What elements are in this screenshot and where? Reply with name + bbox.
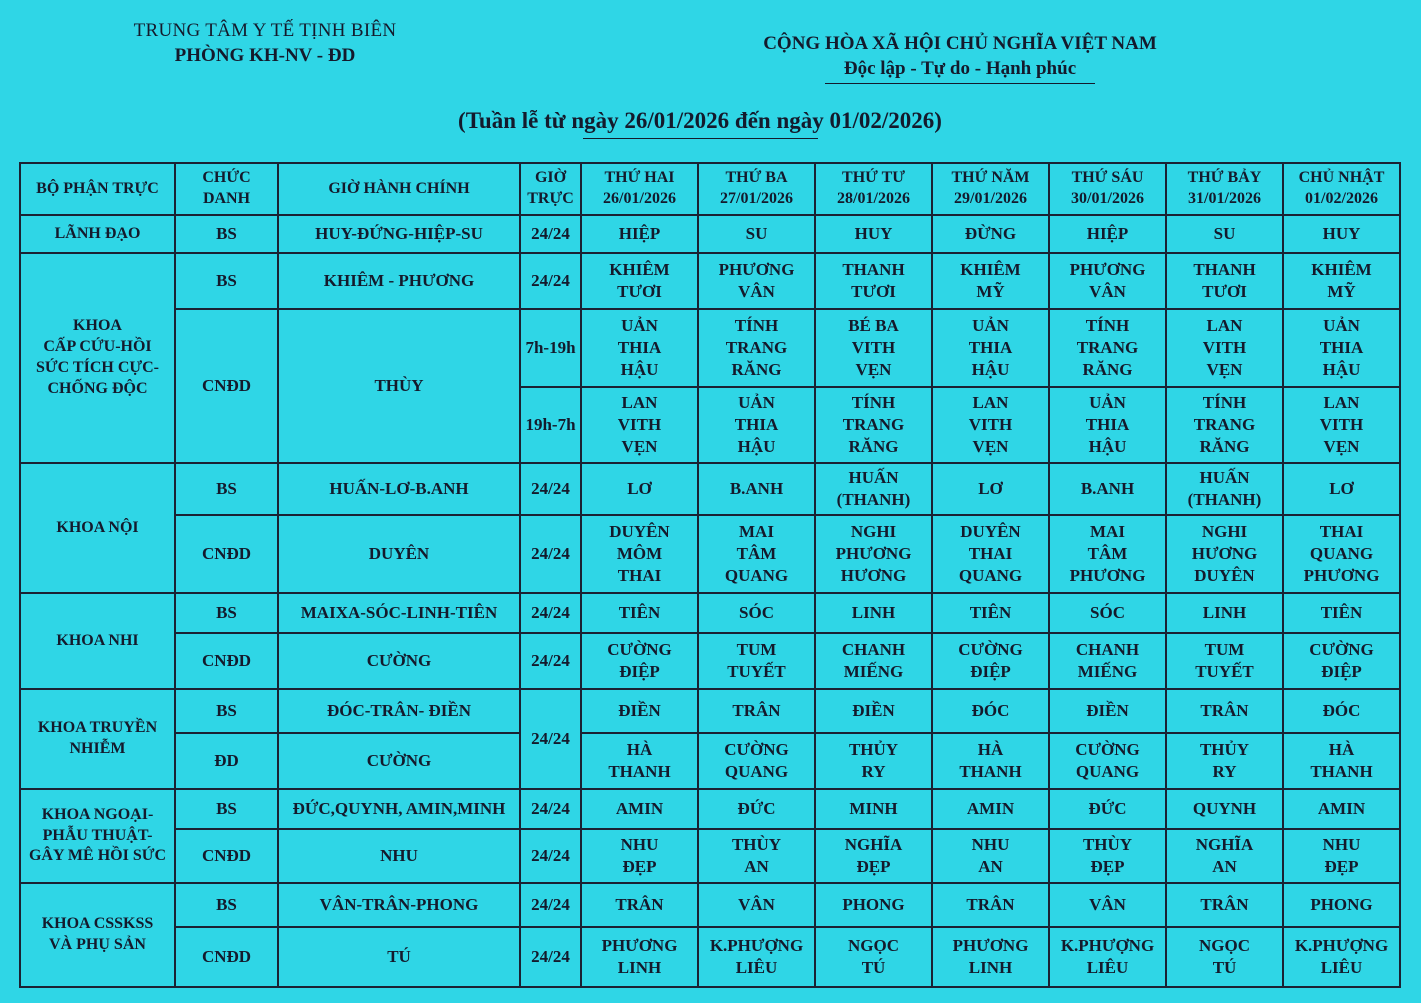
duty-cell: VÂN xyxy=(1049,883,1166,927)
duty-cell: ĐIỀN xyxy=(581,689,698,733)
week-underline xyxy=(583,138,818,139)
duty-cell: THANH TƯƠI xyxy=(815,253,932,309)
duty-cell: ĐIỀN xyxy=(815,689,932,733)
col-header-office-hours: GIỜ HÀNH CHÍNH xyxy=(278,163,520,215)
table-row xyxy=(20,633,1400,689)
org-header xyxy=(100,20,430,67)
duty-cell: TIÊN xyxy=(581,593,698,633)
duty-cell: MINH xyxy=(815,789,932,829)
dept-cell: KHOA NỘI xyxy=(20,463,175,593)
week-title: (Tuần lễ từ ngày 26/01/2026 đến ngày 01/02/2026) xyxy=(458,108,942,133)
title-cell: BS xyxy=(175,883,278,927)
duty-cell: AMIN xyxy=(932,789,1049,829)
duty-cell: DUYÊN THAI QUANG xyxy=(932,515,1049,593)
shift-cell: 24/24 xyxy=(520,463,581,515)
office-cell: ĐỨC,QUYNH, AMIN,MINH xyxy=(278,789,520,829)
duty-cell: TIÊN xyxy=(932,593,1049,633)
duty-cell: THỦY RY xyxy=(815,733,932,789)
duty-cell: SU xyxy=(1166,215,1283,253)
office-cell: MAIXA-SÓC-LINH-TIÊN xyxy=(278,593,520,633)
duty-cell: NGHI HƯƠNG DUYÊN xyxy=(1166,515,1283,593)
duty-cell: HÀ THANH xyxy=(581,733,698,789)
duty-cell: TÍNH TRANG RĂNG xyxy=(815,387,932,463)
duty-cell: LƠ xyxy=(1283,463,1400,515)
col-header-day: THỨ NĂM 29/01/2026 xyxy=(932,163,1049,215)
duty-cell: NGHI PHƯƠNG HƯƠNG xyxy=(815,515,932,593)
duty-cell: HUẤN (THANH) xyxy=(815,463,932,515)
col-header-dept: BỘ PHẬN TRỰC xyxy=(20,163,175,215)
duty-cell: TRÂN xyxy=(932,883,1049,927)
title-cell: BS xyxy=(175,789,278,829)
title-cell: CNĐD xyxy=(175,633,278,689)
office-cell: DUYÊN xyxy=(278,515,520,593)
table-row xyxy=(20,463,1400,515)
shift-cell: 24/24 xyxy=(520,515,581,593)
office-cell: HUẤN-LƠ-B.ANH xyxy=(278,463,520,515)
duty-cell: TUM TUYẾT xyxy=(698,633,815,689)
table-row xyxy=(20,593,1400,633)
duty-cell: VÂN xyxy=(698,883,815,927)
duty-cell: CƯỜNG ĐIỆP xyxy=(932,633,1049,689)
duty-cell: HÀ THANH xyxy=(1283,733,1400,789)
duty-cell: THỦY RY xyxy=(1166,733,1283,789)
duty-cell: B.ANH xyxy=(1049,463,1166,515)
duty-cell: THÙY ĐẸP xyxy=(1049,829,1166,883)
duty-cell: CHANH MIẾNG xyxy=(815,633,932,689)
duty-cell: LƠ xyxy=(581,463,698,515)
shift-cell: 7h-19h xyxy=(520,309,581,387)
col-header-day: THỨ SÁU 30/01/2026 xyxy=(1049,163,1166,215)
office-cell: CƯỜNG xyxy=(278,633,520,689)
motto-underline xyxy=(825,83,1095,84)
table-row xyxy=(20,883,1400,927)
duty-cell: UẢN THIA HẬU xyxy=(698,387,815,463)
duty-cell: ĐIỀN xyxy=(1049,689,1166,733)
duty-cell: BÉ BA VITH VẸN xyxy=(815,309,932,387)
duty-cell: HIỆP xyxy=(581,215,698,253)
country-name: CỘNG HÒA XÃ HỘI CHỦ NGHĨA VIỆT NAM xyxy=(763,33,1157,54)
title-cell: BS xyxy=(175,593,278,633)
duty-cell: UẢN THIA HẬU xyxy=(1049,387,1166,463)
duty-cell: UẢN THIA HẬU xyxy=(581,309,698,387)
duty-cell: LAN VITH VẸN xyxy=(1166,309,1283,387)
duty-cell: HUẤN (THANH) xyxy=(1166,463,1283,515)
office-cell: KHIÊM - PHƯƠNG xyxy=(278,253,520,309)
duty-cell: NGHĨA AN xyxy=(1166,829,1283,883)
duty-cell: K.PHƯỢNG LIÊU xyxy=(1283,927,1400,987)
duty-cell: CƯỜNG ĐIỆP xyxy=(581,633,698,689)
duty-cell: THAI QUANG PHƯƠNG xyxy=(1283,515,1400,593)
duty-cell: SU xyxy=(698,215,815,253)
shift-cell: 24/24 xyxy=(520,215,581,253)
duty-cell: AMIN xyxy=(581,789,698,829)
duty-cell: ĐÓC xyxy=(932,689,1049,733)
duty-cell: CƯỜNG QUANG xyxy=(698,733,815,789)
duty-cell: SÓC xyxy=(1049,593,1166,633)
duty-cell: NGỌC TÚ xyxy=(1166,927,1283,987)
title-cell: BS xyxy=(175,463,278,515)
duty-schedule-table xyxy=(19,162,1401,988)
table-row xyxy=(20,253,1400,309)
duty-cell: KHIÊM MỸ xyxy=(1283,253,1400,309)
duty-cell: ĐÓC xyxy=(1283,689,1400,733)
duty-cell: QUYNH xyxy=(1166,789,1283,829)
duty-cell: KHIÊM TƯƠI xyxy=(581,253,698,309)
duty-cell: ĐỨC xyxy=(1049,789,1166,829)
duty-cell: TUM TUYẾT xyxy=(1166,633,1283,689)
shift-cell: 24/24 xyxy=(520,829,581,883)
office-cell: VÂN-TRÂN-PHONG xyxy=(278,883,520,927)
shift-cell: 24/24 xyxy=(520,789,581,829)
org-name: TRUNG TÂM Y TẾ TỊNH BIÊN xyxy=(133,20,397,41)
shift-cell: 24/24 xyxy=(520,689,581,789)
shift-cell: 24/24 xyxy=(520,883,581,927)
col-header-day: THỨ BẢY 31/01/2026 xyxy=(1166,163,1283,215)
duty-cell: LAN VITH VẸN xyxy=(581,387,698,463)
office-cell: ĐÓC-TRÂN- ĐIỀN xyxy=(278,689,520,733)
col-header-day: THỨ HAI 26/01/2026 xyxy=(581,163,698,215)
col-header-title: CHỨC DANH xyxy=(175,163,278,215)
duty-cell: SÓC xyxy=(698,593,815,633)
duty-cell: K.PHƯỢNG LIÊU xyxy=(698,927,815,987)
duty-cell: DUYÊN MÔM THAI xyxy=(581,515,698,593)
title-cell: CNĐD xyxy=(175,309,278,463)
duty-cell: B.ANH xyxy=(698,463,815,515)
duty-cell: PHONG xyxy=(815,883,932,927)
table-row xyxy=(20,309,1400,387)
col-header-day: THỨ BA 27/01/2026 xyxy=(698,163,815,215)
duty-cell: HIỆP xyxy=(1049,215,1166,253)
duty-cell: KHIÊM MỸ xyxy=(932,253,1049,309)
table-row xyxy=(20,215,1400,253)
table-row xyxy=(20,927,1400,987)
table-header-row xyxy=(20,163,1400,215)
national-header xyxy=(700,33,1220,84)
duty-cell: NHU ĐẸP xyxy=(1283,829,1400,883)
shift-cell: 24/24 xyxy=(520,593,581,633)
duty-cell: UẢN THIA HẬU xyxy=(1283,309,1400,387)
dept-cell: KHOA NGOẠI- PHẪU THUẬT- GÂY MÊ HỒI SỨC xyxy=(20,789,175,883)
shift-cell: 24/24 xyxy=(520,253,581,309)
title-cell: BS xyxy=(175,215,278,253)
title-cell: BS xyxy=(175,689,278,733)
office-cell: CƯỜNG xyxy=(278,733,520,789)
office-cell: HUY-ĐỨNG-HIỆP-SU xyxy=(278,215,520,253)
duty-cell: LINH xyxy=(815,593,932,633)
office-cell: NHU xyxy=(278,829,520,883)
dept-cell: KHOA CẤP CỨU-HỒI SỨC TÍCH CỰC- CHỐNG ĐỘC xyxy=(20,253,175,463)
duty-cell: NHU AN xyxy=(932,829,1049,883)
duty-cell: HUY xyxy=(1283,215,1400,253)
duty-cell: TRÂN xyxy=(581,883,698,927)
col-header-day: CHỦ NHẬT 01/02/2026 xyxy=(1283,163,1400,215)
duty-cell: TRÂN xyxy=(1166,883,1283,927)
duty-cell: CƯỜNG ĐIỆP xyxy=(1283,633,1400,689)
title-cell: CNĐD xyxy=(175,515,278,593)
dept-cell: KHOA TRUYỀN NHIỄM xyxy=(20,689,175,789)
duty-cell: PHƯƠNG VÂN xyxy=(698,253,815,309)
col-header-day: THỨ TƯ 28/01/2026 xyxy=(815,163,932,215)
title-cell: CNĐD xyxy=(175,927,278,987)
duty-cell: UẢN THIA HẬU xyxy=(932,309,1049,387)
duty-cell: PHONG xyxy=(1283,883,1400,927)
shift-cell: 24/24 xyxy=(520,633,581,689)
duty-cell: NGHĨA ĐẸP xyxy=(815,829,932,883)
title-cell: BS xyxy=(175,253,278,309)
duty-cell: LAN VITH VẸN xyxy=(1283,387,1400,463)
duty-cell: CHANH MIẾNG xyxy=(1049,633,1166,689)
duty-cell: ĐỨC xyxy=(698,789,815,829)
dept-cell: KHOA NHI xyxy=(20,593,175,689)
table-row xyxy=(20,733,1400,789)
table-row xyxy=(20,689,1400,733)
office-cell: THÙY xyxy=(278,309,520,463)
duty-cell: LAN VITH VẸN xyxy=(932,387,1049,463)
office-cell: TÚ xyxy=(278,927,520,987)
duty-cell: PHƯƠNG LINH xyxy=(581,927,698,987)
duty-cell: HUY xyxy=(815,215,932,253)
table-row xyxy=(20,829,1400,883)
dept-cell: LÃNH ĐẠO xyxy=(20,215,175,253)
duty-cell: THANH TƯƠI xyxy=(1166,253,1283,309)
table-row xyxy=(20,515,1400,593)
duty-cell: THÙY AN xyxy=(698,829,815,883)
duty-cell: NGỌC TÚ xyxy=(815,927,932,987)
motto: Độc lập - Tự do - Hạnh phúc xyxy=(843,58,1077,79)
duty-cell: TRÂN xyxy=(698,689,815,733)
shift-cell: 19h-7h xyxy=(520,387,581,463)
shift-cell: 24/24 xyxy=(520,927,581,987)
duty-cell: CƯỜNG QUANG xyxy=(1049,733,1166,789)
col-header-shift: GIỜ TRỰC xyxy=(520,163,581,215)
duty-cell: LINH xyxy=(1166,593,1283,633)
duty-cell: HÀ THANH xyxy=(932,733,1049,789)
table-row xyxy=(20,789,1400,829)
duty-cell: TÍNH TRANG RĂNG xyxy=(1166,387,1283,463)
duty-cell: ĐỪNG xyxy=(932,215,1049,253)
duty-cell: K.PHƯỢNG LIÊU xyxy=(1049,927,1166,987)
duty-cell: LƠ xyxy=(932,463,1049,515)
duty-cell: TRÂN xyxy=(1166,689,1283,733)
duty-cell: MAI TÂM QUANG xyxy=(698,515,815,593)
week-range xyxy=(300,108,1100,139)
duty-cell: PHƯƠNG LINH xyxy=(932,927,1049,987)
duty-cell: TÍNH TRANG RĂNG xyxy=(698,309,815,387)
title-cell: ĐD xyxy=(175,733,278,789)
duty-cell: NHU ĐẸP xyxy=(581,829,698,883)
title-cell: CNĐD xyxy=(175,829,278,883)
duty-cell: PHƯƠNG VÂN xyxy=(1049,253,1166,309)
duty-cell: TIÊN xyxy=(1283,593,1400,633)
duty-cell: AMIN xyxy=(1283,789,1400,829)
duty-cell: MAI TÂM PHƯƠNG xyxy=(1049,515,1166,593)
duty-cell: TÍNH TRANG RĂNG xyxy=(1049,309,1166,387)
dept-cell: KHOA CSSKSS VÀ PHỤ SẢN xyxy=(20,883,175,987)
dept-name: PHÒNG KH-NV - ĐD xyxy=(174,45,356,66)
